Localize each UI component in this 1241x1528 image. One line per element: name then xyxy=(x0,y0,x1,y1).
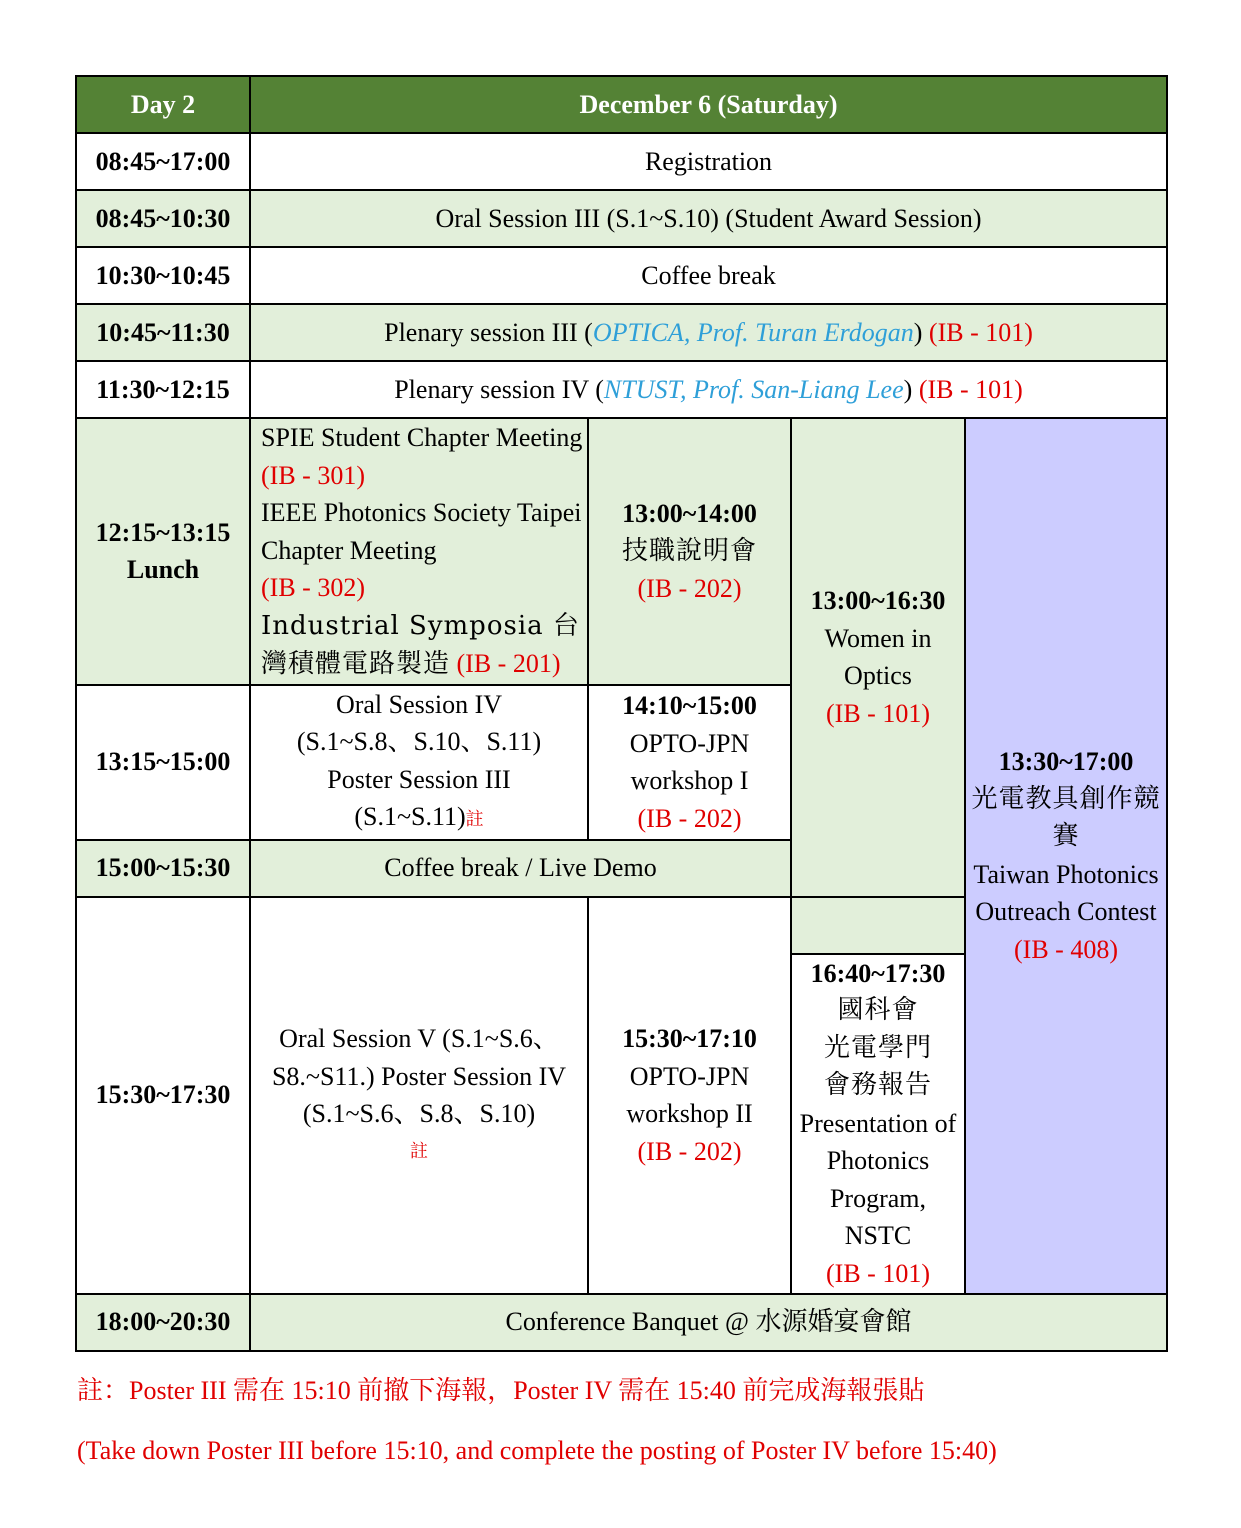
time-cell: 18:00~20:30 xyxy=(76,1294,250,1351)
table-row xyxy=(76,361,1167,418)
time-cell: 15:30~17:30 xyxy=(76,897,250,1294)
nstc-zh-line3: 會務報告 xyxy=(823,1070,932,1101)
room-label: (IB - 101) xyxy=(826,698,930,728)
table-row xyxy=(76,1294,1167,1351)
room-label: (IB - 101) xyxy=(826,1258,930,1288)
workshop-line2: workshop I xyxy=(630,766,749,795)
outreach-contest-cell xyxy=(965,418,1167,1294)
room-label: (IB - 408) xyxy=(1014,934,1118,964)
session-title: 技職說明會 xyxy=(621,535,757,566)
time-cell: 13:15~15:00 xyxy=(76,685,250,840)
room-label: (IB - 301) xyxy=(261,460,365,490)
women-in-optics-continuation xyxy=(791,897,965,954)
session-time: 15:30~17:10 xyxy=(622,1024,757,1053)
spie-meeting: SPIE Student Chapter Meeting xyxy=(261,423,583,452)
time-cell: 15:00~15:30 xyxy=(76,840,250,897)
plenary-speaker: OPTICA, Prof. Turan Erdogan xyxy=(592,317,914,347)
nstc-cell xyxy=(791,954,965,1294)
poster-line1: Poster Session III xyxy=(327,764,511,794)
table-row xyxy=(76,247,1167,304)
session-time: 14:10~15:00 xyxy=(622,691,757,720)
day-label: Day 2 xyxy=(76,76,250,133)
contest-title-zh: 光電教具創作競賽 xyxy=(971,783,1161,852)
time-cell: 08:45~17:00 xyxy=(76,133,250,190)
banquet-cell: Conference Banquet @ 水源婚宴會館 xyxy=(250,1294,1167,1351)
room-label: (IB - 202) xyxy=(637,803,742,833)
oral-poster-cell xyxy=(250,685,588,840)
note-mark: 註 xyxy=(465,809,484,829)
table-row xyxy=(76,304,1167,361)
room-label: (IB - 101) xyxy=(928,317,1033,347)
tech-session-cell xyxy=(588,418,791,685)
time-cell: 11:30~12:15 xyxy=(76,361,250,418)
time-cell: 10:30~10:45 xyxy=(76,247,250,304)
oral-text: Oral Session V (S.1~S.6、S8.~S11.) Poster Session IV (S.1~S.6、S.8、S.10) xyxy=(271,1024,567,1128)
chapter-meetings-cell xyxy=(250,418,588,685)
plenary-suffix: ) xyxy=(913,317,929,347)
nstc-zh-line2: 光電學門 xyxy=(823,1032,932,1063)
plenary-prefix: Plenary session III ( xyxy=(384,317,593,347)
session-time: 16:40~17:30 xyxy=(810,958,946,988)
session-title-line1: Women in xyxy=(824,623,932,653)
plenary-4-cell xyxy=(250,361,1167,418)
ieee-meeting: IEEE Photonics Society Taipei Chapter Meeting xyxy=(261,498,582,565)
workshop-line1: OPTO-JPN xyxy=(629,728,750,758)
lunch-time: 12:15~13:15 xyxy=(95,517,231,547)
oral-poster-cell xyxy=(250,897,588,1294)
workshop-cell xyxy=(588,685,791,840)
time-cell: 08:45~10:30 xyxy=(76,190,250,247)
women-in-optics-cell xyxy=(791,418,965,897)
poster-line2: (S.1~S.11) xyxy=(354,802,466,831)
lunch-label: Lunch xyxy=(126,555,200,585)
time-cell xyxy=(76,418,250,685)
note-mark: 註 xyxy=(410,1140,428,1161)
time-cell: 10:45~11:30 xyxy=(76,304,250,361)
room-label: (IB - 202) xyxy=(637,1136,742,1166)
industrial-symposia: Industrial Symposia 台灣積體電路製造 xyxy=(261,610,580,679)
room-label: (IB - 201) xyxy=(456,649,561,678)
session-time: 13:00~16:30 xyxy=(810,586,946,616)
plenary-3-cell xyxy=(250,304,1167,361)
coffee-break-cell: Coffee break xyxy=(250,247,1167,304)
room-label: (IB - 101) xyxy=(918,374,1023,404)
session-time: 13:30~17:00 xyxy=(998,747,1134,777)
registration-cell: Registration xyxy=(250,133,1167,190)
plenary-speaker: NTUST, Prof. San-Liang Lee xyxy=(603,374,904,404)
header-row xyxy=(76,76,1167,133)
session-title-line2: Optics xyxy=(844,661,912,691)
room-label: (IB - 302) xyxy=(261,573,365,602)
workshop-line2: workshop II xyxy=(626,1099,753,1128)
room-label: (IB - 202) xyxy=(637,574,742,603)
table-row xyxy=(76,190,1167,247)
table-row xyxy=(76,418,1167,685)
nstc-en: Presentation of Photonics Program, NSTC xyxy=(799,1108,957,1251)
table-row xyxy=(76,133,1167,190)
plenary-suffix: ) xyxy=(903,374,919,404)
workshop-cell xyxy=(588,897,791,1294)
date-label: December 6 (Saturday) xyxy=(250,76,1167,133)
oral-line2: (S.1~S.8、S.10、S.11) xyxy=(296,727,542,756)
oral-session-3-cell: Oral Session III (S.1~S.10) (Student Award Session) xyxy=(250,190,1167,247)
coffee-demo-cell: Coffee break / Live Demo xyxy=(250,840,791,897)
session-time: 13:00~14:00 xyxy=(622,499,757,528)
plenary-prefix: Plenary session IV ( xyxy=(394,374,604,404)
workshop-line1: OPTO-JPN xyxy=(629,1061,750,1091)
note-en: (Take down Poster III before 15:10, and complete the posting of Poster IV before 15:40) xyxy=(77,1436,997,1465)
oral-line1: Oral Session IV xyxy=(335,689,503,719)
schedule-table xyxy=(75,75,1168,1352)
contest-title-en: Taiwan Photonics Outreach Contest xyxy=(973,859,1159,927)
nstc-zh-line1: 國科會 xyxy=(837,995,919,1026)
note-zh: 註：Poster III 需在 15:10 前撤下海報，Poster IV 需在 15:40 前完成海報張貼 xyxy=(77,1376,925,1405)
